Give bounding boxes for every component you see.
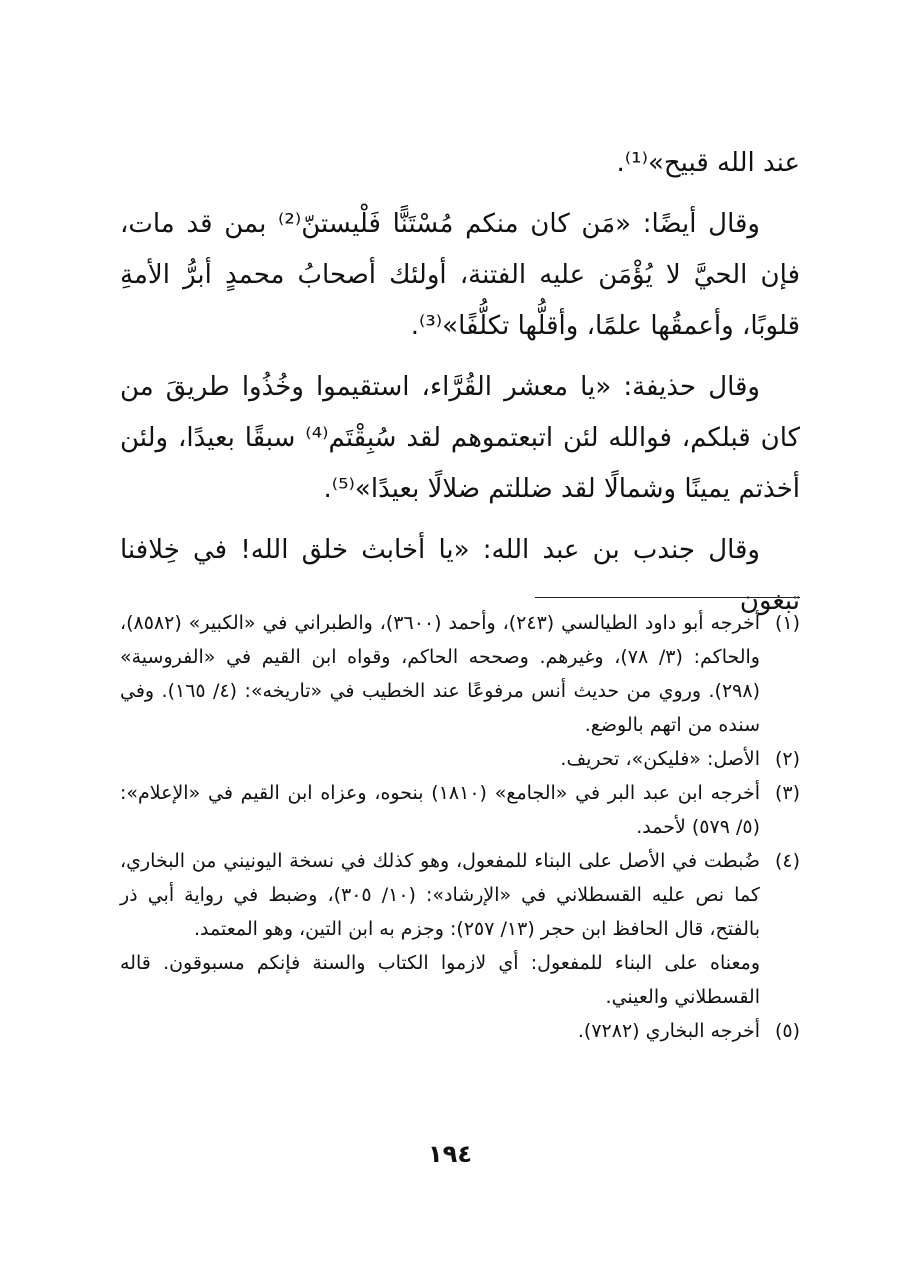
footnote-text: أخرجه أبو داود الطيالسي (٢٤٣)، وأحمد (٣٦٠٠)، والطبراني في «الكبير» (٨٥٨٢)، والحاكم: (٣/ ٧٨)، وغيرهم. وصححه الحاكم، وقواه ابن القيم في «الفروسية» (٢٩٨). وروي من حديث أنس مرفوعًا عند الخطيب في «تاريخه»: (٤/ ١٦٥). وفي سنده من اتهم بالوضع. [120,612,760,736]
footnote-5 [120,1014,800,1048]
page-number: ١٩٤ [428,1140,472,1168]
footnote-3 [120,776,800,844]
footnote-2 [120,742,800,776]
paragraph-2: وقال أيضًا: «مَن كان منكم مُسْتَنًّا فَلْيستنّ⁽²⁾ بمن قد مات، فإن الحيَّ لا يُؤْمَن عليه الفتنة، أولئك أصحابُ محمدٍ أبرُّ الأمةِ قلوبًا، وأعمقُها علمًا، وأقلُّها تكلُّفًا»⁽³⁾. [120,209,800,341]
footnote-number: (٥) [774,1020,800,1042]
footnote-text: أخرجه ابن عبد البر في «الجامع» (١٨١٠) بنحوه، وعزاه ابن القيم في «الإعلام»: (٥/ ٥٧٩) لأحمد. [120,782,761,838]
footnote-text: أخرجه البخاري (٧٢٨٢). [577,1020,760,1042]
footnote-number: (٢) [774,748,800,770]
footnote-4 [120,844,800,1014]
footnote-number: (٤) [774,850,800,872]
footnote-1 [120,606,800,742]
paragraph-1: عند الله قبيح»⁽¹⁾. [616,148,800,178]
footnote-divider [535,597,800,598]
footnote-number: (١) [774,612,800,634]
footnote-text-main: ضُبطت في الأصل على البناء للمفعول، وهو كذلك في نسخة اليونيني من البخاري، كما نص عليه القسطلاني في «الإرشاد»: (١٠/ ٣٠٥)، وضبط في رواية أبي ذر بالفتح، قال الحافظ ابن حجر (١٣/ ٢٥٧): وجزم به ابن التين، وهو المعتمد. [120,850,760,940]
footnotes [120,606,800,1048]
footnote-text: الأصل: «فليكن»، تحريف. [560,748,760,770]
paragraph-4: وقال جندب بن عبد الله: «يا أخابث خلق الله! في خِلافنا تبغون [120,535,800,616]
footnote-number: (٣) [774,782,800,804]
footnote-text [120,844,760,1014]
main-text [120,138,800,627]
paragraph-3: وقال حذيفة: «يا معشر القُرَّاء، استقيموا وخُذُوا طريقَ من كان قبلكم، فوالله لئن اتبعتموهم لقد سُبِقْتَم⁽⁴⁾ سبقًا بعيدًا، ولئن أخذتم يمينًا وشمالًا لقد ضللتم ضلالًا بعيدًا»⁽⁵⁾. [120,372,800,504]
footnote-text-extra: ومعناه على البناء للمفعول: أي لازموا الكتاب والسنة فإنكم مسبوقون. قاله القسطلاني والعيني. [120,952,760,1008]
